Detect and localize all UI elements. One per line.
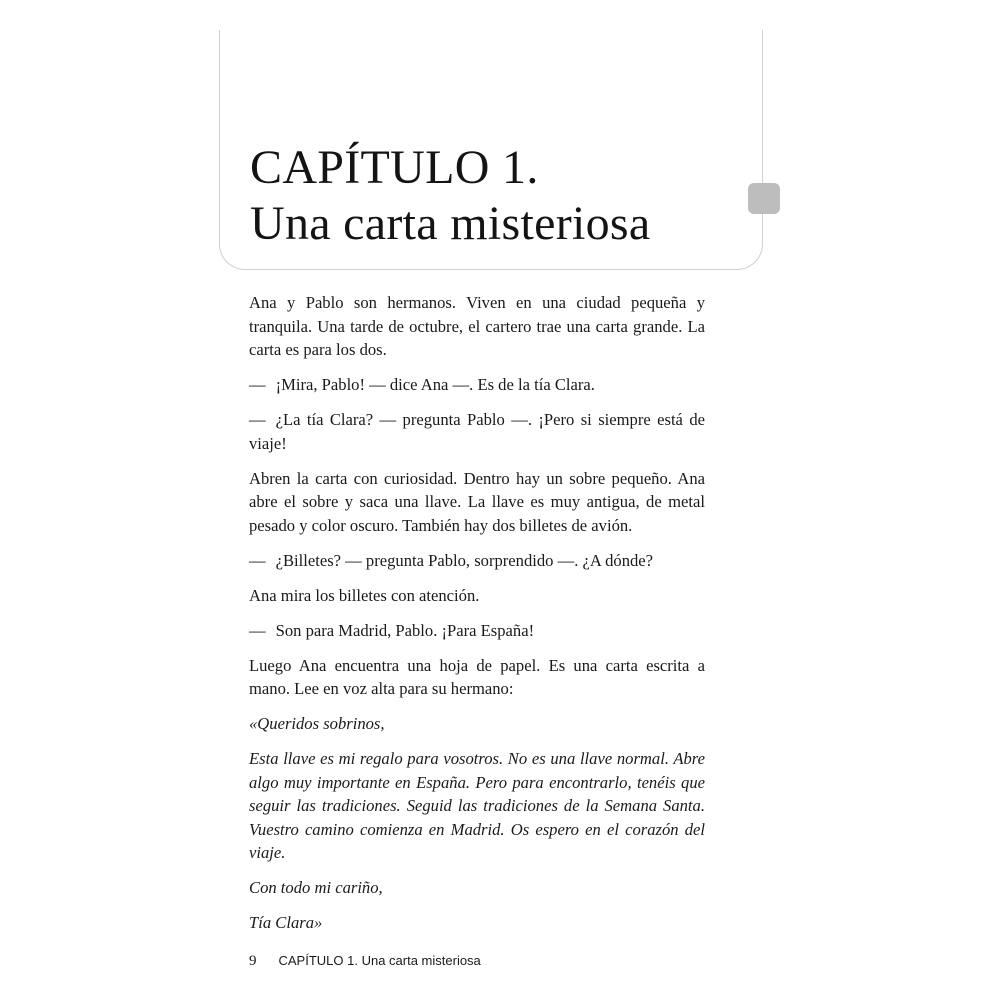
- dialogue-line: [249, 373, 705, 397]
- letter-closing: Con todo mi cariño,: [249, 878, 383, 897]
- running-head: CAPÍTULO 1. Una carta misteriosa: [278, 953, 481, 968]
- paragraph: [249, 654, 705, 701]
- dialogue-dash: —: [249, 550, 266, 570]
- paragraph: [249, 584, 705, 608]
- chapter-number: CAPÍTULO 1.: [250, 141, 539, 194]
- paragraph-text: Ana y Pablo son hermanos. Viven en una ciudad pequeña y tranquila. Una tarde de octubre, el cartero trae una carta grande. La carta es para los dos.: [249, 293, 705, 359]
- letter-body: Esta llave es mi regalo para vosotros. No es una llave normal. Abre algo muy importante en España. Pero para encontrarlo, tenéis que seguir las tradiciones. Seguid las tradiciones de la Semana Santa. Vuestro camino comienza en Madrid. Os espero en el corazón del viaje.: [249, 749, 705, 862]
- dialogue-text: ¡Mira, Pablo! — dice Ana —. Es de la tía Clara.: [275, 375, 595, 394]
- dialogue-line: [249, 408, 705, 455]
- paragraph: [249, 291, 705, 362]
- paragraph: [249, 467, 705, 538]
- paragraph-text: Ana mira los billetes con atención.: [249, 585, 480, 605]
- paragraph-text: Abren la carta con curiosidad. Dentro hay un sobre pequeño. Ana abre el sobre y saca una llave. La llave es muy antigua, de metal pesado y color oscuro. También hay dos billetes de avión.: [249, 468, 705, 535]
- letter-greeting: «Queridos sobrinos,: [249, 714, 385, 733]
- dialogue-dash: —: [249, 410, 266, 429]
- chapter-body: [249, 291, 705, 946]
- page-number: 9: [249, 953, 257, 969]
- dialogue-text: ¿Billetes? — pregunta Pablo, sorprendido —. ¿A dónde?: [275, 550, 654, 570]
- chapter-title: [250, 140, 651, 252]
- dialogue-line: [249, 619, 705, 643]
- chapter-name: Una carta misteriosa: [250, 197, 651, 250]
- letter-signature: Tía Clara»: [249, 913, 323, 932]
- dialogue-text: ¿La tía Clara? — pregunta Pablo —. ¡Pero si siempre está de viaje!: [249, 410, 705, 453]
- paragraph-text: Luego Ana encuentra una hoja de papel. Es una carta escrita a mano. Lee en voz alta para su hermano:: [249, 655, 705, 698]
- dialogue-text: Son para Madrid, Pablo. ¡Para España!: [275, 620, 535, 640]
- chapter-tab-marker: [748, 183, 780, 214]
- page-footer: [249, 953, 481, 970]
- dialogue-line: [249, 549, 705, 573]
- dialogue-dash: —: [249, 375, 266, 394]
- dialogue-dash: —: [249, 620, 266, 640]
